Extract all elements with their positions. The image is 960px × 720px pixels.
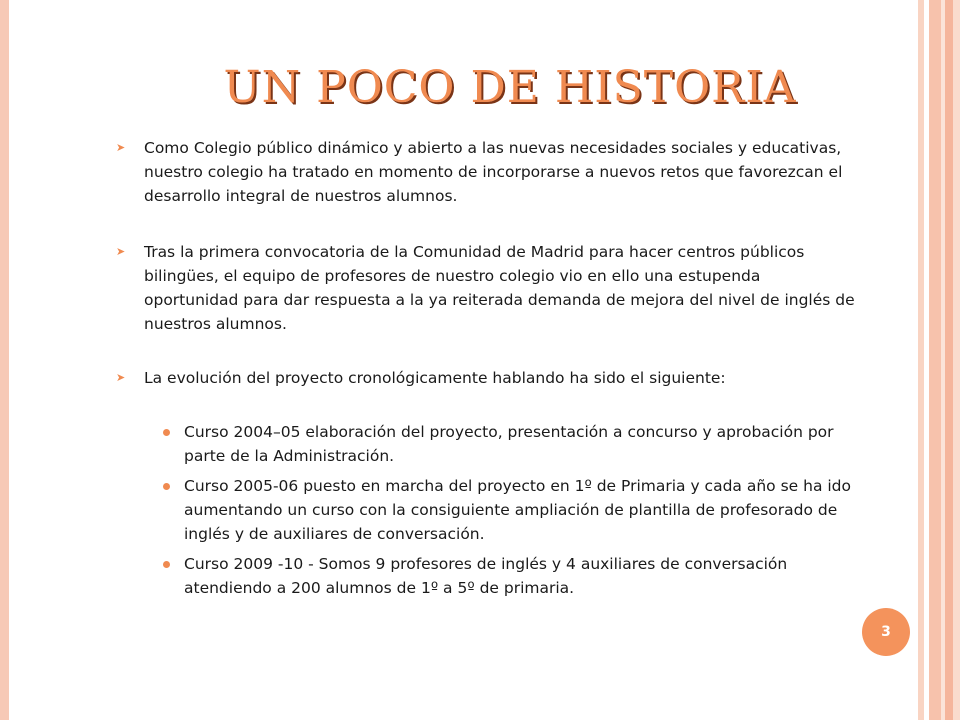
bullet-item <box>116 136 856 208</box>
sub-bullet-item <box>160 474 856 546</box>
slide-content <box>116 136 856 600</box>
page-number-badge: 3 <box>862 608 910 656</box>
sub-bullet-item <box>160 552 856 600</box>
arrow-bullet-icon: ➤ <box>116 371 126 384</box>
sub-bullet-text: Curso 2005-06 puesto en marcha del proyecto en 1º de Primaria y cada año se ha ido aumentando un curso con la consiguiente ampliación de plantilla de profesorado de inglés y de auxiliares de conversación. <box>184 477 851 543</box>
dot-bullet-icon <box>160 420 184 444</box>
bullet-text: Como Colegio público dinámico y abierto a las nuevas necesidades sociales y educativas, nuestro colegio ha tratado en momento de incorporarse a nuevos retos que favorezcan el desarrollo integral de nuestros alumnos. <box>144 139 843 205</box>
bullet-text: La evolución del proyecto cronológicamente hablando ha sido el siguiente: <box>144 369 726 387</box>
bullet-item <box>116 366 856 390</box>
bullet-text: Tras la primera convocatoria de la Comunidad de Madrid para hacer centros públicos bilingües, el equipo de profesores de nuestro colegio vio en ello una estupenda oportunidad para dar respuesta a la ya reiterada demanda de mejora del nivel de inglés de nuestros alumnos. <box>144 243 855 333</box>
arrow-bullet-icon: ➤ <box>116 245 126 258</box>
slide-title: UN POCO DE HISTORIA <box>223 62 797 113</box>
dot-bullet-icon <box>160 474 184 498</box>
dot-bullet-icon <box>160 552 184 576</box>
arrow-bullet-icon: ➤ <box>116 141 126 154</box>
sub-bullet-text: Curso 2004–05 elaboración del proyecto, presentación a concurso y aprobación por parte de la Administración. <box>184 423 834 465</box>
sub-bullet-text: Curso 2009 -10 - Somos 9 profesores de inglés y 4 auxiliares de conversación atendiendo a 200 alumnos de 1º a 5º de primaria. <box>184 555 788 597</box>
bullet-item <box>116 240 856 336</box>
sub-bullet-item <box>160 420 856 468</box>
